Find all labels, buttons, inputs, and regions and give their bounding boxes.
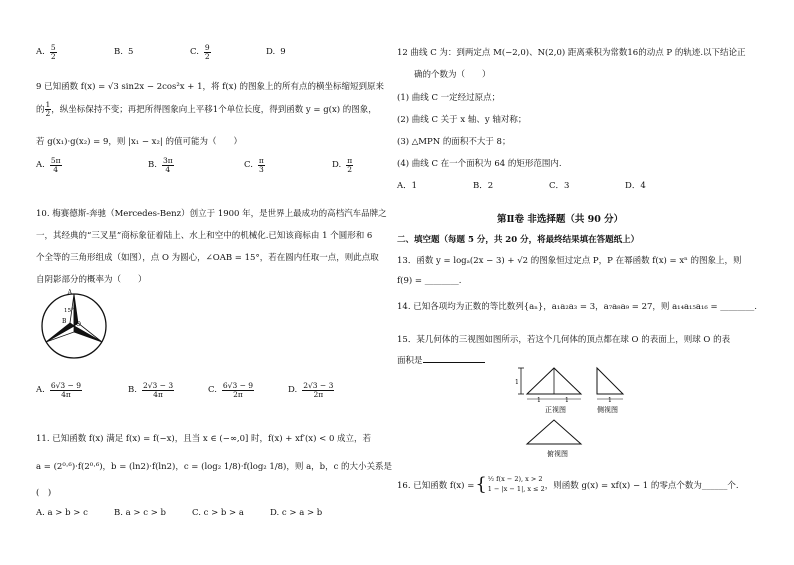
q12-options <box>397 179 685 191</box>
q11-option-c[interactable]: C. c > b > a <box>192 508 244 518</box>
q9-option-a[interactable] <box>36 157 148 173</box>
q16-text: 16. 已知函数 f(x) = <box>397 480 475 491</box>
section2-heading: 二、填空题（每题 5 分，共 20 分，将最终结果填在答题纸上） <box>397 235 640 245</box>
front-view-label: 正视图 <box>545 406 566 414</box>
denominator: 4π <box>61 389 71 399</box>
option-label: D. <box>332 160 342 170</box>
side-view <box>597 368 623 414</box>
q9-text: ，纵坐标保持不变；再把所得图象向上平移1个单位长度，得到函数 y = g(x) 的图象， <box>51 105 377 115</box>
q11-line-1: 11. 已知函数 f(x) 满足 f(x) = f(−x)，且当 x ∈ (−∞,0] 时，f(x) + xf′(x) < 0 成立，若 <box>36 434 372 444</box>
numerator: 9 <box>204 43 210 52</box>
height-marker <box>515 368 524 394</box>
top-view-label: 俯视图 <box>547 450 568 458</box>
q12-option-d[interactable]: D．4 <box>625 181 646 191</box>
fraction <box>50 382 82 398</box>
q15-text: 面积是 <box>397 356 423 366</box>
option-label: B. <box>114 47 123 57</box>
fraction <box>258 157 265 173</box>
svg-text:1: 1 <box>515 379 519 386</box>
fraction <box>50 157 62 173</box>
numerator: 5 <box>50 43 56 52</box>
q10-line-3: 个全等的三角形组成（如图），点 O 为圆心，∠OAB = 15°，若在圆内任取一点，则此点取 <box>36 253 379 263</box>
q10-line-2: 一，其经典的“三叉星”商标象征着陆上、水上和空中的机械化.已知该商标由 1 个圆形和 6 <box>36 231 373 241</box>
fraction <box>204 44 211 60</box>
option-value: 9 <box>280 47 286 57</box>
q15-line-2 <box>397 354 485 366</box>
q9-options <box>36 157 382 173</box>
piecewise-cases <box>488 475 545 495</box>
q10-options <box>36 382 358 398</box>
q12-item-4: (4) 曲线 C 在一个面积为 64 的矩形范围内. <box>397 159 562 169</box>
denominator: 4π <box>153 389 163 399</box>
svg-text:1: 1 <box>608 397 612 404</box>
q9-text: 的 <box>36 105 45 115</box>
q10-option-d[interactable] <box>288 382 358 398</box>
q10-line-4: 自阴影部分的概率为（ ） <box>36 275 147 285</box>
q12-line-2: 确的个数为（ ） <box>414 70 491 80</box>
numerator: 6√3 − 9 <box>50 381 81 390</box>
q12-option-a[interactable]: A．1 <box>397 181 418 191</box>
q10-option-a[interactable] <box>36 382 128 398</box>
option-label: B. <box>128 385 137 395</box>
q11-line-3: ( ) <box>36 488 52 498</box>
q16-line <box>397 475 739 495</box>
fraction <box>50 44 57 60</box>
q9-option-b[interactable] <box>148 157 244 173</box>
svg-text:1: 1 <box>537 397 541 404</box>
point-b-label: B <box>62 318 67 325</box>
fraction <box>222 382 254 398</box>
q13-line-2: f(9) = ________. <box>397 276 462 286</box>
part2-title: 第Ⅱ卷 非选择题（共 90 分） <box>497 214 624 225</box>
three-views-figure <box>515 364 655 464</box>
q8-option-c[interactable] <box>190 44 266 60</box>
point-o-label: O <box>76 321 81 328</box>
q9-option-c[interactable] <box>244 157 332 173</box>
q11-option-a[interactable]: A. a > b > c <box>36 508 88 518</box>
option-label: D. <box>266 47 276 57</box>
fraction <box>346 157 353 173</box>
fraction <box>162 157 174 173</box>
fraction <box>142 382 174 398</box>
piecewise-case-2: 1 − |x − 1|, x ≤ 2 <box>487 484 545 493</box>
q15-answer-blank[interactable] <box>423 354 485 363</box>
numerator: 6√3 − 9 <box>222 381 254 390</box>
q8-options <box>36 44 326 60</box>
q8-option-d[interactable] <box>266 44 326 60</box>
denominator: 2 <box>45 108 51 118</box>
front-view <box>527 368 581 414</box>
option-label: A. <box>36 385 45 395</box>
numerator: 5π <box>50 156 61 165</box>
fraction <box>45 101 52 117</box>
q14-text: 14. 已知各项均为正数的等比数列{aₙ}，a₁a₂a₃ = 3，a₇a₈a₉ = 27，则 a₁₄a₁₅a₁₆ = ________. <box>397 302 757 312</box>
option-value: 5 <box>127 47 134 57</box>
option-label: C. <box>244 160 253 170</box>
fraction <box>302 382 334 398</box>
q8-option-b[interactable] <box>114 44 190 60</box>
piecewise-case-1: ½ f(x − 2), x > 2 <box>487 475 543 483</box>
denominator: 2 <box>50 51 56 61</box>
denominator: 2 <box>204 51 210 61</box>
mercedes-logo-figure <box>38 288 110 362</box>
denominator: 3 <box>258 164 264 174</box>
option-label: A. <box>36 47 45 57</box>
numerator: 2√3 − 3 <box>142 381 174 390</box>
svg-text:1: 1 <box>565 397 569 404</box>
q12-item-3: (3) △MPN 的面积不大于 8； <box>397 137 511 147</box>
q9-line-1: 9 已知函数 f(x) = √3 sin2x − 2cos²x + 1，将 f(x) 的图象上的所有点的横坐标缩短到原来 <box>36 82 384 92</box>
denominator: 4 <box>165 164 171 174</box>
piecewise-brace: { <box>475 473 487 495</box>
q12-option-b[interactable]: B．2 <box>473 181 494 191</box>
q11-line-2: a = (2⁰·⁶)·f(2⁰·⁶)，b = (ln2)·f(ln2)，c = (log₂ 1/8)·f(log₂ 1/8)，则 a，b，c 的大小关系是 <box>36 462 393 472</box>
numerator: 1 <box>45 100 51 109</box>
q12-option-c[interactable]: C．3 <box>549 181 570 191</box>
option-label: B. <box>148 160 157 170</box>
q15-line-1: 15．某几何体的三视图如图所示，若这个几何体的顶点都在球 O 的表面上，则球 O 的表 <box>397 335 731 345</box>
point-a-label: A <box>67 289 72 296</box>
numerator: π <box>347 156 353 165</box>
q9-line-3: 若 g(x₁)·g(x₂) = 9，则 |x₁ − x₂| 的值可能为（ ） <box>36 137 242 147</box>
q16-text: ，则函数 g(x) = xf(x) − 1 的零点个数为______个. <box>544 480 739 491</box>
q10-option-c[interactable] <box>208 382 288 398</box>
numerator: π <box>258 156 264 165</box>
q11-option-b[interactable]: B. a > c > b <box>114 508 166 518</box>
option-label: D. <box>288 385 298 395</box>
option-label: C. <box>208 385 217 395</box>
q12-line-1: 12 曲线 C 为：到两定点 M(−2,0)、N(2,0) 距离乘积为常数16的动点 P 的轨迹.以下结论正 <box>397 48 746 58</box>
q9-line-2 <box>36 101 377 117</box>
angle-label: 15° <box>64 308 74 314</box>
q10-line-1: 10. 梅赛德斯-奔驰（Mercedes-Benz）创立于 1900 年，是世界上最成功的高档汽车品牌之 <box>36 209 387 219</box>
denominator: 2 <box>347 164 353 174</box>
top-view <box>527 420 581 458</box>
q8-option-a[interactable] <box>36 44 114 60</box>
q12-item-2: (2) 曲线 C 关于 x 轴、y 轴对称； <box>397 115 527 125</box>
q11-option-d[interactable]: D. c > a > b <box>270 508 323 518</box>
q11-options <box>36 508 340 518</box>
q10-option-b[interactable] <box>128 382 208 398</box>
denominator: 4 <box>53 164 59 174</box>
numerator: 3π <box>162 156 173 165</box>
q9-option-d[interactable] <box>332 157 382 173</box>
option-label: A. <box>36 160 45 170</box>
side-view-label: 侧视图 <box>597 406 618 414</box>
denominator: 2π <box>233 389 243 399</box>
denominator: 2π <box>313 389 324 399</box>
q13-line-1: 13．函数 y = logₐ(2x − 3) + √2 的图象恒过定点 P，P 在幂函数 f(x) = xⁿ 的图象上，则 <box>397 256 742 266</box>
q12-item-1: (1) 曲线 C 一定经过原点； <box>397 93 501 103</box>
numerator: 2√3 − 3 <box>303 381 334 390</box>
option-label: C. <box>190 47 199 57</box>
